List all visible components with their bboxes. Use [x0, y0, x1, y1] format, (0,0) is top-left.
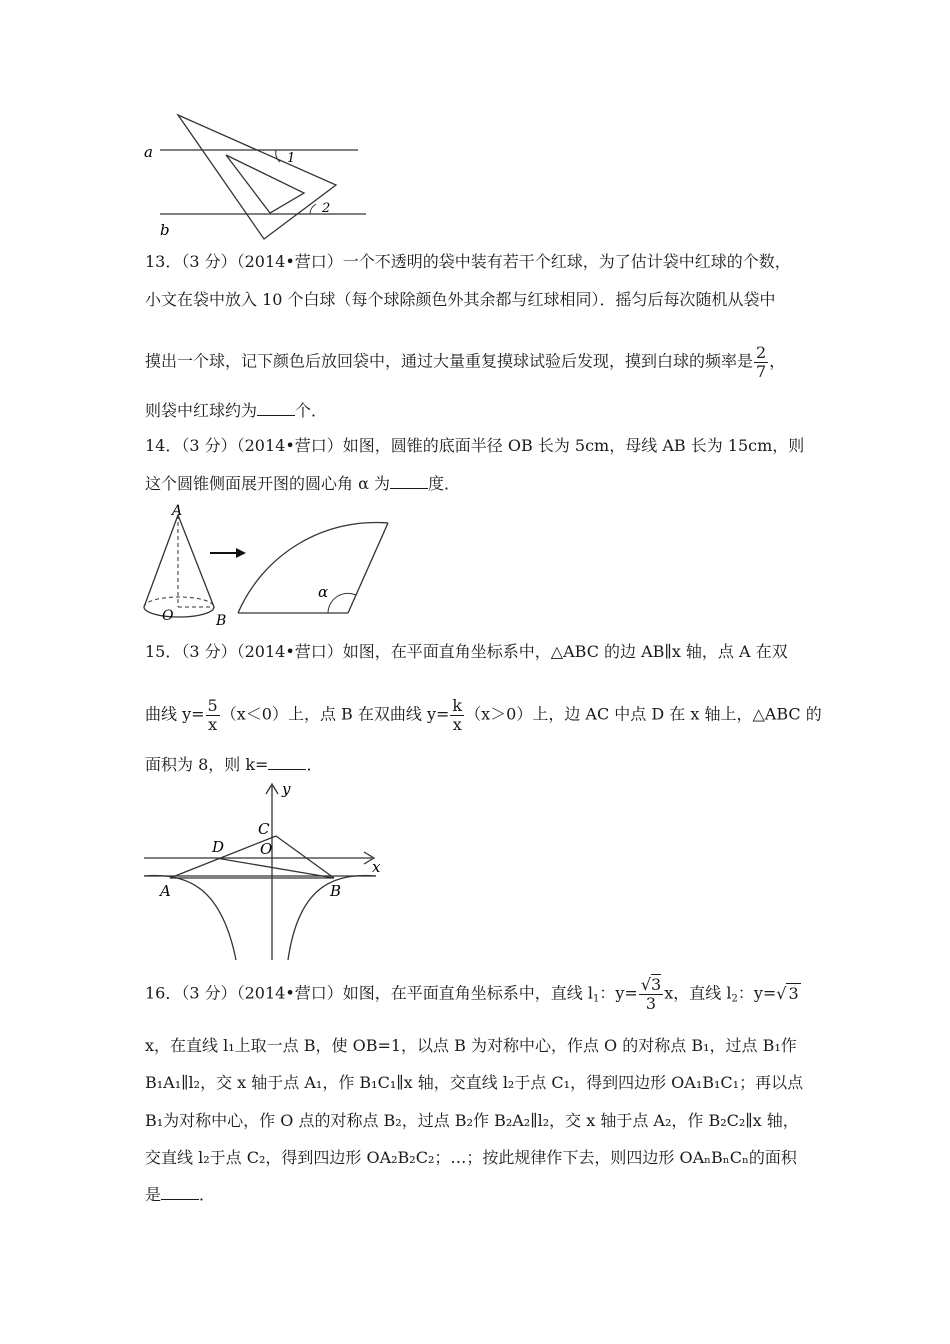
point-label-A: A	[160, 882, 171, 900]
q13-line2: 小文在袋中放入 10 个白球（每个球除颜色外其余都与红球相同）．摇匀后每次随机从袋中	[145, 290, 776, 309]
q15-frac2-den: x	[452, 714, 462, 734]
q16-line4: B₁为对称中心，作 O 点的对称点 B₂，过点 B₂作 B₂A₂∥l₂，交 x 轴于点 A₂，作 B₂C₂∥x 轴，	[145, 1111, 799, 1130]
label-b: b	[160, 221, 170, 239]
q16-line1-b: ：y=	[599, 983, 638, 1003]
q16-answer-blank	[161, 1197, 199, 1200]
q15-line2-c: （x＞0）上，边 AC 中点 D 在 x 轴上，△ABC 的	[465, 704, 822, 724]
q15-line3-post: ．	[306, 755, 323, 774]
q16-line6	[145, 1187, 215, 1203]
q13-line4	[145, 403, 327, 419]
q13-answer-blank	[257, 413, 295, 416]
hyperbola-triangle-figure	[140, 780, 390, 962]
cone-label-B: B	[216, 613, 227, 629]
q16-line1-a: 16．（3 分）（2014•营口）如图，在平面直角坐标系中，直线 l	[145, 983, 593, 1003]
point-label-O: O	[260, 840, 273, 858]
point-label-B: B	[330, 882, 342, 900]
q16-line5: 交直线 l₂于点 C₂，得到四边形 OA₂B₂C₂；…；按此规律作下去，则四边形 OAₙBₙCₙ的面积	[145, 1148, 797, 1167]
q15-line2-a: 曲线 y=	[145, 704, 205, 724]
axis-label-y: y	[282, 780, 291, 798]
q15-answer-blank	[268, 767, 306, 770]
angle-1-label: 1	[287, 151, 296, 166]
q16-line3: B₁A₁∥l₂，交 x 轴于点 A₁，作 B₁C₁∥x 轴，交直线 l₂于点 C₁，得到四边形 OA₁B₁C₁；再以点	[145, 1073, 804, 1092]
q16-frac-num: √3	[640, 975, 662, 994]
point-label-C: C	[258, 820, 270, 838]
q14-line2	[145, 476, 460, 492]
q15-line3-text: 面积为 8，则 k=	[145, 755, 269, 774]
q15-frac1-num: 5	[207, 696, 218, 715]
q15-fraction-2	[450, 697, 464, 733]
q16-frac-den: 3	[645, 993, 657, 1013]
q13-fraction	[754, 344, 768, 380]
q14-line2-post: 度．	[427, 474, 460, 493]
q16-line1-c: x，直线 l	[664, 983, 732, 1003]
cone-sector-figure	[138, 503, 398, 631]
q16-line2: x，在直线 l₁上取一点 B，使 OB=1，以点 B 为对称中心，作点 O 的对称点 B₁，过点 B₁作	[145, 1036, 797, 1055]
q13-frac-den: 7	[756, 361, 767, 381]
angle-2-label: 2	[322, 201, 331, 216]
q15-frac1-den: x	[208, 714, 218, 734]
q13-frac-num: 2	[756, 343, 767, 362]
q16-sqrt: √ 3	[776, 984, 799, 1004]
q14-line2-text: 这个圆锥侧面展开图的圆心角 α 为	[145, 474, 390, 493]
q15-fraction-1	[206, 697, 220, 733]
q16-line6-text: 是	[145, 1185, 162, 1204]
q13-line3-text: 摸出一个球，记下颜色后放回袋中，通过大量重复摸球试验后发现，摸到白球的频率是	[145, 351, 754, 371]
q14-line1: 14．（3 分）（2014•营口）如图，圆锥的底面半径 OB 长为 5cm，母线 AB 长为 15cm，则	[145, 436, 805, 455]
q16-sub2: 2	[731, 993, 738, 1005]
q15-line2	[145, 697, 822, 733]
q14-answer-blank	[390, 486, 428, 489]
q16-line1-d: ：y=	[737, 983, 777, 1003]
q15-line3	[145, 757, 322, 773]
sector-alpha-label: α	[318, 583, 329, 601]
arrow-icon	[236, 548, 246, 558]
q15-line2-b: （x＜0）上，点 B 在双曲线 y=	[220, 704, 450, 724]
q13-line3-post: ，	[769, 351, 786, 371]
q15-line1: 15．（3 分）（2014•营口）如图，在平面直角坐标系中，△ABC 的边 AB∥x 轴，点 A 在双	[145, 642, 788, 661]
q13-line3	[145, 344, 785, 380]
q16-line6-post: ．	[199, 1185, 216, 1204]
q16-fraction	[639, 976, 663, 1012]
point-label-D: D	[212, 838, 225, 856]
axis-label-x: x	[372, 858, 381, 876]
q15-frac2-num: k	[452, 696, 463, 715]
q16-root2: 3	[788, 984, 799, 1004]
q16-line1	[145, 976, 801, 1012]
q13-line4-post: 个．	[295, 401, 328, 420]
parallel-lines-triangle-figure	[138, 105, 378, 245]
q16-sub1: 1	[593, 993, 600, 1005]
q16-frac-root: 3	[651, 975, 662, 994]
q13-line4-text: 则袋中红球约为	[145, 401, 258, 420]
cone-label-A: A	[172, 503, 183, 519]
q13-line1: 13．（3 分）（2014•营口）一个不透明的袋中装有若干个红球，为了估计袋中红球的个数，	[145, 252, 791, 271]
cone-label-O: O	[162, 608, 174, 624]
label-a: a	[144, 143, 153, 161]
